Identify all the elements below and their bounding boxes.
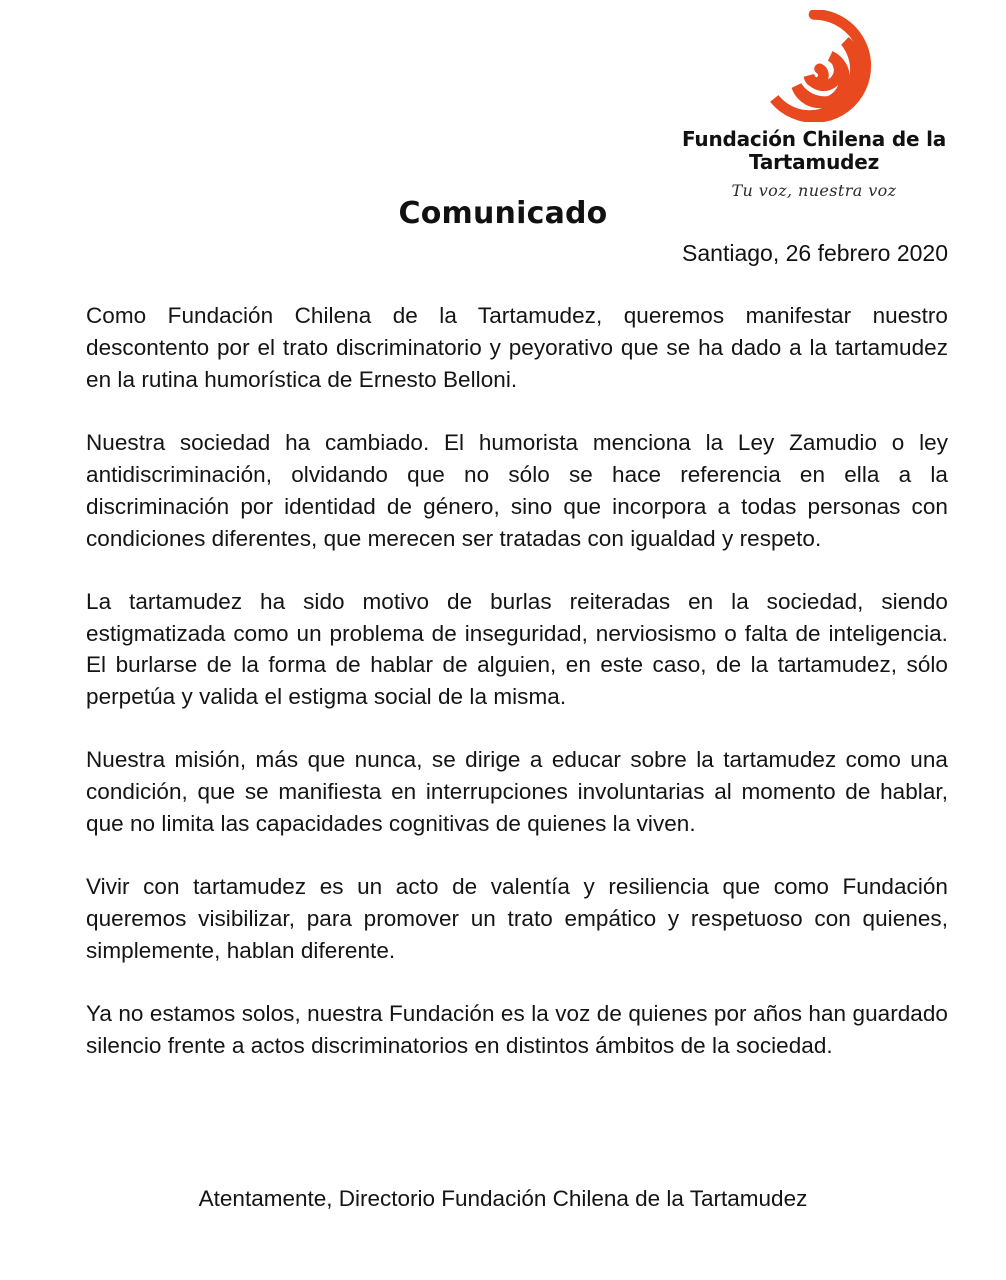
paragraph: Ya no estamos solos, nuestra Fundación es la voz de quienes por años han guardado silencio frente a actos discriminatorios en distintos ámbitos de la sociedad.: [86, 1000, 948, 1058]
spiral-icon: [753, 10, 875, 122]
document-signoff: Atentamente, Directorio Fundación Chilena de la Tartamudez: [198, 1186, 808, 1211]
paragraph: Como Fundación Chilena de la Tartamudez, queremos manifestar nuestro descontento por el trato discriminatorio y peyorativo que se ha dado a la tartamudez en la rutina humorística de Ernesto Belloni.: [86, 303, 948, 392]
document-date: Santiago, 26 febrero 2020: [682, 240, 948, 266]
document-body: [86, 300, 948, 1062]
organization-tagline: Tu voz, nuestra voz: [731, 181, 897, 201]
organization-name-line2: Tartamudez: [748, 150, 880, 175]
page-title: Comunicado: [398, 196, 608, 231]
organization-name-line1: Fundación Chilena de la: [681, 127, 947, 151]
organization-name: [664, 128, 964, 174]
paragraph: Vivir con tartamudez es un acto de valentía y resiliencia que como Fundación queremos visibilizar, para promover un trato empático y respetuoso con quienes, simplemente, hablan diferente.: [86, 874, 948, 963]
paragraph: Nuestra sociedad ha cambiado. El humorista menciona la Ley Zamudio o ley antidiscriminación, olvidando que no sólo se hace referencia en ella a la discriminación por identidad de género, sino que incorpora a todas personas con condiciones diferentes, que merecen ser tratadas con igualdad y respeto.: [86, 429, 948, 551]
paragraph: La tartamudez ha sido motivo de burlas reiteradas en la sociedad, siendo estigmatizada como un problema de inseguridad, nerviosismo o falta de inteligencia. El burlarse de la forma de hablar de alguien, en este caso, de la tartamudez, sólo perpetúa y valida el estigma social de la misma.: [86, 588, 948, 710]
letterhead: [664, 10, 964, 200]
paragraph: Nuestra misión, más que nunca, se dirige a educar sobre la tartamudez como una condición, que se manifiesta en interrupciones involuntarias al momento de hablar, que no limita las capacidades cognitivas de quienes la viven.: [86, 747, 948, 837]
